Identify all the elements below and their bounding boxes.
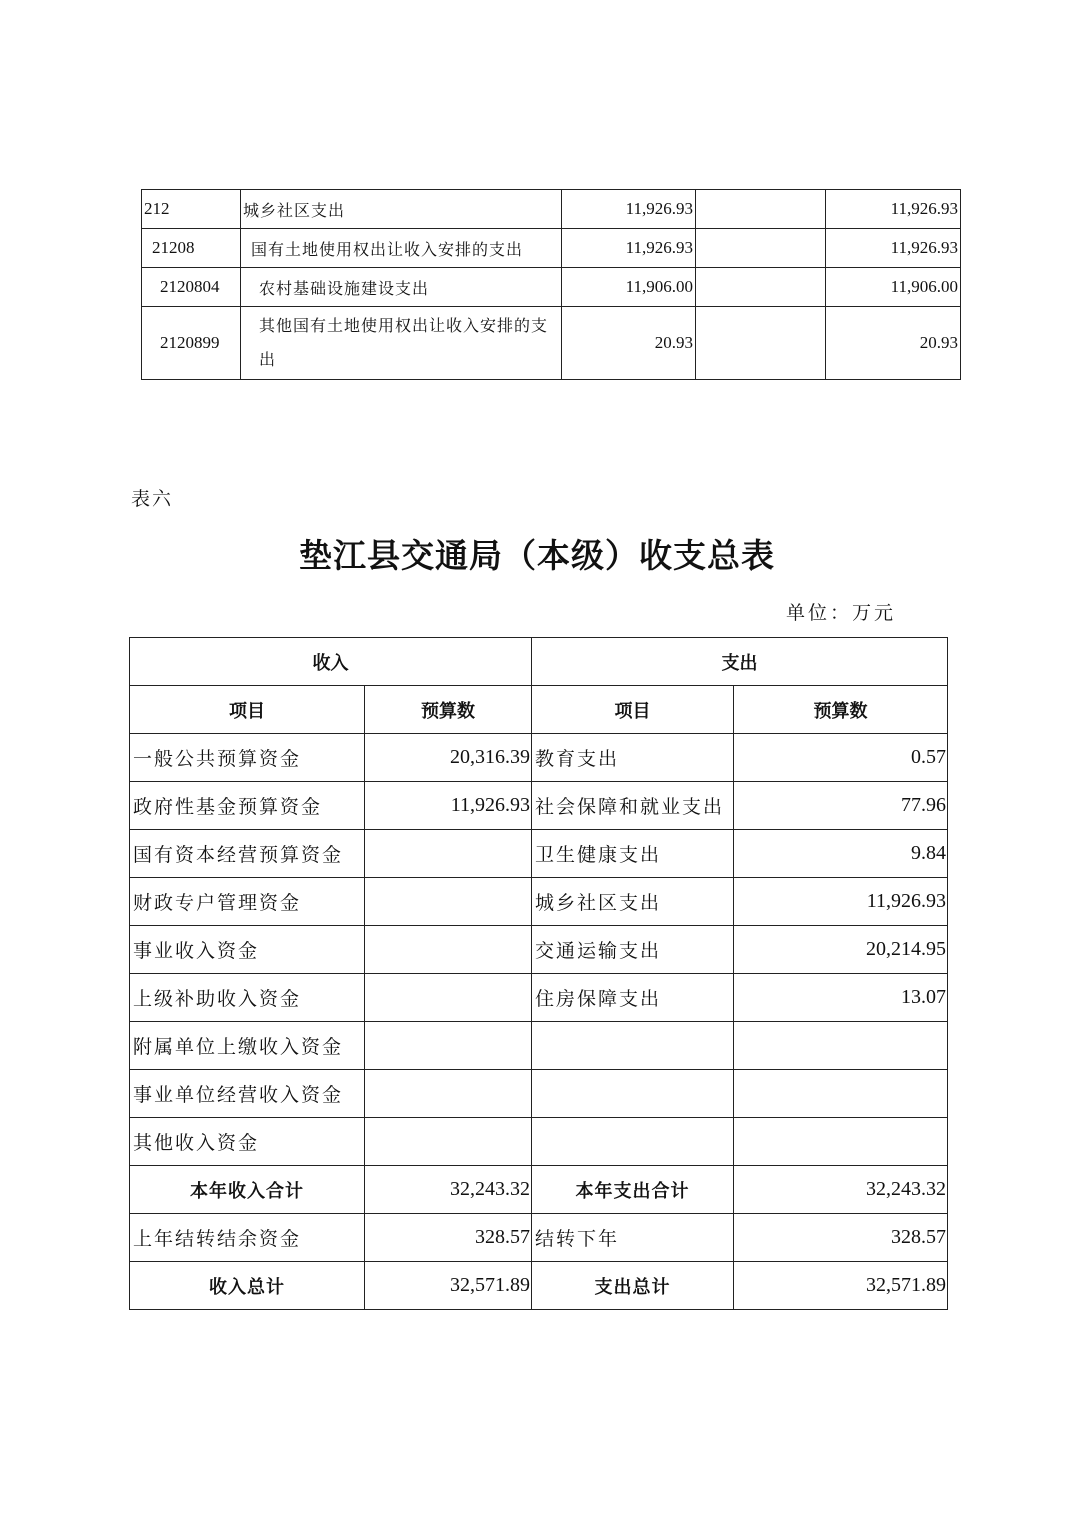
table-row xyxy=(130,782,948,830)
amount-cell: 11,926.93 xyxy=(562,190,696,229)
income-value-cell: 20,316.39 xyxy=(365,734,532,782)
expense-value-cell xyxy=(734,1022,948,1070)
total-cell: 11,926.93 xyxy=(826,190,961,229)
unit-label: 单位：万元 xyxy=(786,602,897,624)
name-cell: 农村基础设施建设支出 xyxy=(241,268,562,307)
income-value-cell xyxy=(365,1118,532,1166)
income-item-cell: 事业收入资金 xyxy=(130,926,365,974)
year-total-row xyxy=(130,1166,948,1214)
expense-budget-column-header: 预算数 xyxy=(734,686,948,734)
expense-value-cell: 13.07 xyxy=(734,974,948,1022)
income-item-cell: 政府性基金预算资金 xyxy=(130,782,365,830)
extra-cell xyxy=(696,268,826,307)
expense-year-total-value: 32,243.32 xyxy=(734,1166,948,1214)
expense-value-cell xyxy=(734,1118,948,1166)
income-value-cell xyxy=(365,830,532,878)
income-item-cell: 附属单位上缴收入资金 xyxy=(130,1022,365,1070)
expense-item-cell: 社会保障和就业支出 xyxy=(532,782,734,830)
code-cell: 2120899 xyxy=(142,307,241,380)
expense-value-cell: 11,926.93 xyxy=(734,878,948,926)
income-value-cell xyxy=(365,926,532,974)
code-cell: 212 xyxy=(142,190,241,229)
expense-item-cell: 交通运输支出 xyxy=(532,926,734,974)
extra-cell xyxy=(696,229,826,268)
extra-cell xyxy=(696,307,826,380)
total-cell: 11,906.00 xyxy=(826,268,961,307)
table-row xyxy=(130,1118,948,1166)
code-cell: 21208 xyxy=(142,229,241,268)
income-item-column-header: 项目 xyxy=(130,686,365,734)
income-value-cell: 11,926.93 xyxy=(365,782,532,830)
income-item-cell: 财政专户管理资金 xyxy=(130,878,365,926)
expense-item-cell: 教育支出 xyxy=(532,734,734,782)
table-row xyxy=(142,229,961,268)
income-item-cell: 国有资本经营预算资金 xyxy=(130,830,365,878)
income-item-cell: 其他收入资金 xyxy=(130,1118,365,1166)
table-row xyxy=(130,830,948,878)
table-row xyxy=(142,190,961,229)
name-cell: 国有土地使用权出让收入安排的支出 xyxy=(241,229,562,268)
income-grand-total-label: 收入总计 xyxy=(130,1262,365,1310)
expense-grand-total-value: 32,571.89 xyxy=(734,1262,948,1310)
expense-carryover-value: 328.57 xyxy=(734,1214,948,1262)
name-cell: 其他国有土地使用权出让收入安排的支出 xyxy=(241,307,562,380)
income-item-cell: 一般公共预算资金 xyxy=(130,734,365,782)
table-row xyxy=(130,974,948,1022)
income-item-cell: 事业单位经营收入资金 xyxy=(130,1070,365,1118)
expense-item-cell: 城乡社区支出 xyxy=(532,878,734,926)
expense-value-cell: 9.84 xyxy=(734,830,948,878)
section-header-row xyxy=(130,638,948,686)
total-cell: 20.93 xyxy=(826,307,961,380)
expense-carryover-label: 结转下年 xyxy=(532,1214,734,1262)
expense-value-cell xyxy=(734,1070,948,1118)
expenditure-detail-body xyxy=(142,190,961,380)
expense-item-cell: 卫生健康支出 xyxy=(532,830,734,878)
amount-cell: 20.93 xyxy=(562,307,696,380)
summary-body xyxy=(130,734,948,1166)
income-carryover-value: 328.57 xyxy=(365,1214,532,1262)
income-value-cell xyxy=(365,974,532,1022)
grand-total-row xyxy=(130,1262,948,1310)
table-row xyxy=(130,734,948,782)
table-row xyxy=(130,1022,948,1070)
table-number-label: 表六 xyxy=(131,488,174,510)
expenditure-detail-table xyxy=(141,189,961,380)
table-row xyxy=(130,878,948,926)
income-year-total-value: 32,243.32 xyxy=(365,1166,532,1214)
expense-value-cell: 0.57 xyxy=(734,734,948,782)
expense-year-total-label: 本年支出合计 xyxy=(532,1166,734,1214)
table-row xyxy=(130,926,948,974)
income-item-cell: 上级补助收入资金 xyxy=(130,974,365,1022)
total-cell: 11,926.93 xyxy=(826,229,961,268)
income-value-cell xyxy=(365,878,532,926)
table-row xyxy=(142,268,961,307)
extra-cell xyxy=(696,190,826,229)
expense-item-column-header: 项目 xyxy=(532,686,734,734)
amount-cell: 11,926.93 xyxy=(562,229,696,268)
income-header: 收入 xyxy=(130,638,532,686)
amount-cell: 11,906.00 xyxy=(562,268,696,307)
expense-item-cell xyxy=(532,1022,734,1070)
expense-value-cell: 77.96 xyxy=(734,782,948,830)
income-value-cell xyxy=(365,1022,532,1070)
code-cell: 2120804 xyxy=(142,268,241,307)
income-budget-column-header: 预算数 xyxy=(365,686,532,734)
expense-item-cell xyxy=(532,1118,734,1166)
income-year-total-label: 本年收入合计 xyxy=(130,1166,365,1214)
expense-value-cell: 20,214.95 xyxy=(734,926,948,974)
name-cell: 城乡社区支出 xyxy=(241,190,562,229)
column-header-row xyxy=(130,686,948,734)
expense-item-cell xyxy=(532,1070,734,1118)
table-row xyxy=(130,1070,948,1118)
expense-item-cell: 住房保障支出 xyxy=(532,974,734,1022)
income-grand-total-value: 32,571.89 xyxy=(365,1262,532,1310)
table-row xyxy=(142,307,961,380)
income-value-cell xyxy=(365,1070,532,1118)
page-title: 垫江县交通局（本级）收支总表 xyxy=(299,536,775,575)
income-carryover-label: 上年结转结余资金 xyxy=(130,1214,365,1262)
expense-grand-total-label: 支出总计 xyxy=(532,1262,734,1310)
carryover-row xyxy=(130,1214,948,1262)
income-expense-summary-table xyxy=(129,637,948,1310)
expense-header: 支出 xyxy=(532,638,948,686)
